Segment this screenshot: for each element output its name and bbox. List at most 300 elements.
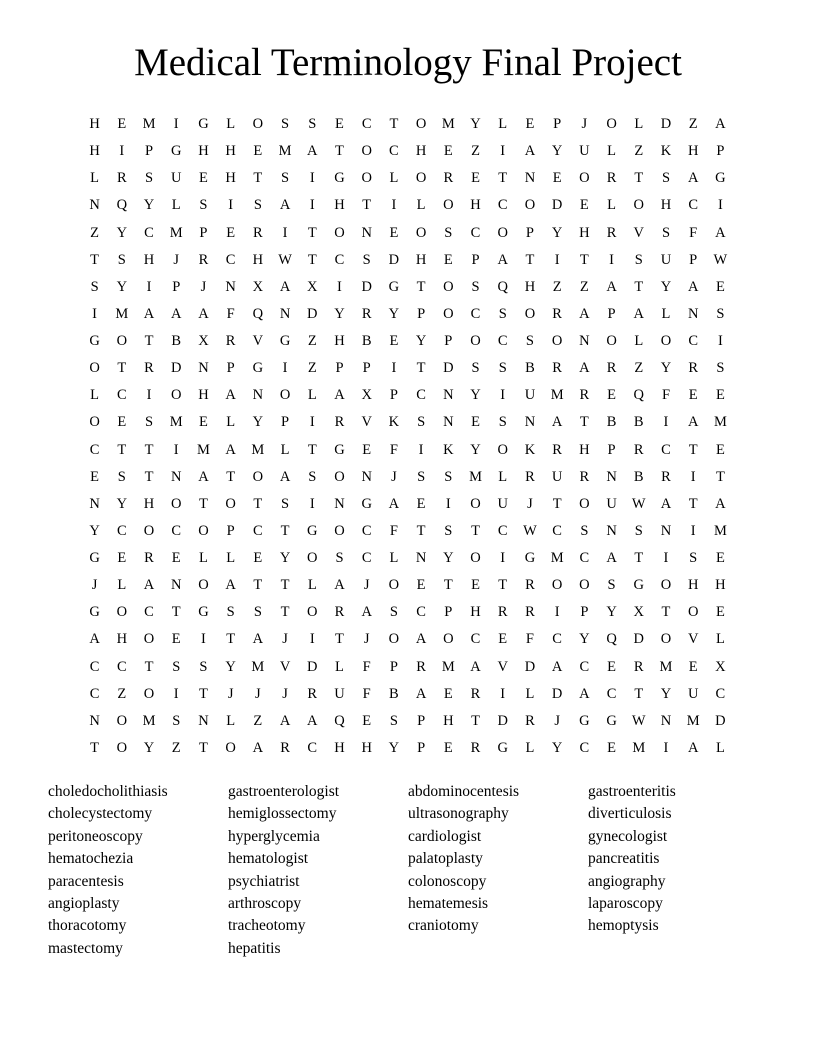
grid-cell: L — [389, 550, 399, 567]
grid-cell: Z — [552, 278, 562, 295]
word-list-item: paracentesis — [48, 872, 124, 890]
grid-cell: O — [579, 577, 590, 594]
grid-cell: T — [307, 251, 317, 268]
grid-cell: A — [170, 305, 182, 322]
grid-cell: E — [607, 658, 616, 675]
word-list-item: angioplasty — [48, 895, 120, 913]
grid-cell: I — [173, 685, 179, 702]
grid-cell: A — [579, 360, 590, 377]
grid-cell: N — [170, 468, 182, 485]
grid-cell: R — [443, 170, 454, 187]
grid-cell: T — [280, 604, 290, 621]
grid-cell: S — [172, 712, 181, 729]
grid-cell: A — [225, 441, 236, 458]
grid-cell: T — [416, 360, 426, 377]
grid-cell: I — [146, 387, 152, 404]
grid-cell: I — [663, 550, 669, 567]
grid-cell: A — [252, 631, 264, 648]
grid-cell: X — [361, 387, 372, 404]
grid-cell: S — [716, 305, 725, 322]
grid-cell: P — [607, 441, 616, 458]
grid-cell: E — [525, 116, 535, 133]
grid-cell: X — [307, 278, 318, 295]
grid-cell: D — [388, 251, 400, 268]
grid-cell: P — [362, 360, 371, 377]
word-list-column — [48, 781, 168, 960]
grid-cell: S — [444, 522, 453, 539]
grid-cell: S — [417, 468, 426, 485]
grid-cell: R — [579, 468, 590, 485]
grid-cell: U — [606, 495, 617, 512]
grid-cell: R — [361, 305, 372, 322]
grid-cell: O — [524, 197, 536, 214]
grid-cell: L — [90, 387, 100, 404]
grid-cell: Y — [443, 550, 454, 567]
grid-cell: R — [144, 360, 154, 377]
grid-cell: X — [633, 604, 644, 621]
grid-cell: T — [634, 170, 644, 187]
word-list-item: diverticulosis — [588, 805, 672, 823]
grid-cell: A — [715, 495, 726, 512]
grid-cell: Y — [606, 604, 617, 621]
grid-cell: L — [226, 116, 236, 133]
grid-cell: T — [90, 739, 100, 756]
grid-cell: X — [715, 658, 726, 675]
grid-cell: E — [607, 739, 616, 756]
grid-cell: F — [661, 387, 671, 404]
grid-cell: I — [500, 143, 506, 160]
grid-cell: Y — [279, 550, 291, 567]
grid-cell: E — [443, 739, 453, 756]
grid-cell: H — [89, 116, 100, 133]
grid-cell: R — [525, 604, 535, 621]
grid-cell: T — [634, 550, 644, 567]
grid-cell: N — [198, 712, 209, 729]
grid-cell: G — [170, 143, 182, 160]
grid-cell: P — [226, 522, 235, 539]
grid-cell: P — [471, 251, 480, 268]
grid-cell: N — [660, 712, 672, 729]
grid-cell: O — [307, 550, 318, 567]
grid-cell: G — [307, 522, 318, 539]
grid-cell: D — [307, 305, 318, 322]
grid-cell: Y — [116, 495, 128, 512]
grid-cell: X — [252, 278, 264, 295]
grid-cell: H — [334, 197, 345, 214]
grid-cell: U — [687, 685, 699, 702]
grid-cell: A — [551, 658, 563, 675]
grid-cell: S — [226, 604, 235, 621]
grid-cell: T — [579, 251, 589, 268]
grid-cell: T — [498, 170, 508, 187]
grid-cell: Y — [660, 685, 672, 702]
grid-cell: T — [389, 116, 399, 133]
grid-cell: E — [688, 387, 698, 404]
grid-cell: M — [115, 305, 129, 322]
grid-cell: O — [334, 468, 345, 485]
grid-cell: Y — [470, 441, 481, 458]
grid-cell: M — [659, 658, 673, 675]
grid-cell: O — [143, 685, 155, 702]
grid-cell: O — [361, 143, 372, 160]
grid-cell: G — [715, 170, 726, 187]
grid-cell: E — [362, 712, 372, 729]
grid-cell: C — [416, 604, 426, 621]
grid-cell: Z — [307, 360, 317, 377]
grid-cell: I — [500, 387, 506, 404]
grid-cell: L — [280, 441, 290, 458]
grid-cell: N — [89, 495, 100, 512]
grid-cell: J — [255, 685, 261, 702]
word-list-item: ultrasonography — [408, 805, 509, 823]
grid-cell: C — [606, 685, 617, 702]
grid-cell: C — [389, 143, 399, 160]
grid-cell: H — [660, 197, 672, 214]
grid-cell: F — [362, 685, 371, 702]
grid-cell: M — [469, 468, 482, 485]
grid-cell: V — [633, 224, 644, 241]
grid-cell: F — [525, 631, 534, 648]
grid-cell: Q — [606, 631, 617, 648]
grid-cell: G — [334, 441, 345, 458]
grid-cell: N — [443, 414, 454, 431]
grid-cell: O — [606, 116, 617, 133]
grid-cell: O — [170, 387, 182, 404]
grid-cell: E — [715, 387, 725, 404]
grid-cell: I — [690, 522, 696, 539]
grid-cell: I — [663, 739, 669, 756]
grid-cell: M — [196, 441, 210, 458]
grid-cell: M — [550, 387, 564, 404]
grid-cell: B — [633, 468, 644, 485]
word-list-item: gastroenteritis — [588, 783, 676, 800]
grid-cell: O — [170, 495, 182, 512]
grid-cell: S — [90, 278, 99, 295]
grid-cell: C — [116, 658, 127, 675]
grid-cell: O — [143, 631, 155, 648]
grid-cell: B — [389, 685, 399, 702]
grid-cell: P — [444, 604, 453, 621]
grid-cell: K — [443, 441, 454, 458]
grid-cell: L — [607, 197, 616, 214]
grid-cell: C — [497, 333, 508, 350]
grid-cell: O — [470, 333, 481, 350]
grid-cell: L — [171, 197, 181, 214]
grid-cell: W — [631, 495, 646, 512]
grid-cell: T — [416, 522, 426, 539]
word-list-item: hemiglossectomy — [228, 805, 337, 823]
grid-cell: E — [171, 631, 181, 648]
grid-cell: Y — [89, 522, 100, 539]
grid-cell: I — [309, 414, 315, 431]
grid-cell: C — [497, 197, 508, 214]
grid-cell: M — [441, 116, 455, 133]
grid-cell: C — [579, 739, 590, 756]
grid-cell: S — [498, 360, 507, 377]
grid-cell: Z — [634, 143, 644, 160]
grid-cell: T — [443, 577, 453, 594]
grid-cell: Y — [225, 658, 236, 675]
grid-cell: R — [688, 360, 699, 377]
word-list-column — [588, 781, 676, 938]
grid-cell: U — [551, 468, 563, 485]
page-title: Medical Terminology Final Project — [134, 41, 682, 84]
grid-cell: L — [498, 468, 508, 485]
grid-cell: O — [660, 577, 672, 594]
grid-cell: R — [116, 170, 127, 187]
grid-cell: N — [89, 197, 100, 214]
grid-cell: C — [579, 550, 590, 567]
grid-cell: E — [579, 197, 589, 214]
grid-cell: O — [633, 197, 644, 214]
grid-cell: M — [169, 224, 183, 241]
grid-cell: R — [470, 685, 481, 702]
grid-cell: I — [500, 550, 506, 567]
grid-cell: O — [89, 414, 100, 431]
grid-cell: I — [201, 631, 206, 648]
grid-cell: P — [281, 414, 290, 431]
grid-cell: I — [609, 251, 614, 268]
grid-cell: S — [417, 414, 426, 431]
grid-cell: T — [661, 604, 671, 621]
grid-cell: P — [689, 251, 698, 268]
grid-cell: L — [226, 550, 236, 567]
grid-cell: Q — [334, 712, 345, 729]
grid-cell: H — [415, 143, 427, 160]
word-list-item: hematemesis — [408, 895, 489, 913]
grid-cell: T — [715, 468, 725, 485]
grid-cell: D — [361, 278, 372, 295]
grid-cell: H — [198, 387, 209, 404]
grid-cell: P — [389, 387, 398, 404]
grid-cell: E — [199, 414, 208, 431]
grid-cell: S — [117, 251, 126, 268]
grid-cell: K — [660, 143, 672, 160]
grid-cell: Y — [143, 197, 155, 214]
grid-cell: L — [634, 116, 644, 133]
grid-cell: S — [444, 468, 453, 485]
grid-cell: W — [713, 251, 728, 268]
grid-cell: A — [143, 305, 155, 322]
grid-cell: O — [415, 224, 427, 241]
grid-cell: H — [715, 577, 726, 594]
grid-cell: Z — [117, 685, 127, 702]
grid-cell: O — [660, 631, 672, 648]
grid-cell: N — [89, 712, 100, 729]
grid-cell: O — [497, 441, 508, 458]
grid-cell: E — [335, 116, 344, 133]
grid-cell: X — [198, 333, 209, 350]
word-search-grid — [81, 111, 734, 762]
grid-cell: A — [334, 577, 345, 594]
grid-cell: E — [171, 550, 181, 567]
grid-cell: R — [606, 170, 617, 187]
grid-cell: I — [309, 495, 315, 512]
grid-cell: F — [362, 658, 371, 675]
grid-cell: Z — [253, 712, 263, 729]
grid-cell: C — [171, 522, 182, 539]
grid-cell: R — [225, 333, 236, 350]
grid-cell: N — [443, 387, 454, 404]
grid-cell: C — [579, 658, 590, 675]
grid-cell: O — [497, 224, 508, 241]
grid-cell: I — [554, 251, 560, 268]
grid-cell: D — [170, 360, 182, 377]
grid-cell: O — [252, 468, 264, 485]
grid-cell: A — [606, 278, 617, 295]
grid-cell: E — [443, 685, 453, 702]
grid-cell: A — [497, 251, 508, 268]
grid-cell: R — [552, 305, 562, 322]
word-list-item: arthroscopy — [228, 895, 302, 913]
grid-cell: Q — [497, 278, 508, 295]
grid-cell: H — [443, 712, 454, 729]
grid-cell: I — [500, 685, 506, 702]
grid-cell: A — [415, 631, 427, 648]
grid-cell: S — [144, 414, 154, 431]
grid-cell: E — [199, 170, 208, 187]
grid-cell: F — [689, 224, 698, 241]
grid-cell: Z — [634, 360, 644, 377]
grid-cell: I — [173, 116, 179, 133]
grid-cell: R — [552, 360, 562, 377]
grid-cell: O — [225, 495, 236, 512]
grid-cell: P — [417, 712, 426, 729]
grid-cell: O — [388, 631, 400, 648]
grid-cell: N — [606, 522, 617, 539]
grid-cell: G — [361, 495, 372, 512]
grid-cell: A — [307, 712, 318, 729]
word-list-item: cholecystectomy — [48, 805, 153, 823]
grid-cell: I — [663, 414, 669, 431]
grid-cell: A — [470, 658, 481, 675]
grid-cell: O — [225, 739, 236, 756]
grid-cell: D — [497, 712, 508, 729]
word-list-item: pancreatitis — [588, 850, 660, 868]
grid-cell: E — [389, 333, 399, 350]
grid-cell: H — [334, 333, 345, 350]
grid-cell: P — [172, 278, 181, 295]
grid-cell: M — [550, 550, 564, 567]
grid-cell: O — [470, 550, 481, 567]
grid-cell: G — [497, 739, 508, 756]
grid-cell: M — [632, 739, 646, 756]
grid-cell: P — [553, 116, 562, 133]
grid-cell: P — [199, 224, 208, 241]
grid-cell: A — [551, 414, 563, 431]
grid-cell: I — [337, 278, 342, 295]
grid-cell: I — [391, 197, 397, 214]
grid-cell: E — [117, 550, 127, 567]
grid-cell: Z — [579, 278, 589, 295]
grid-cell: Z — [171, 739, 181, 756]
grid-cell: P — [144, 143, 154, 160]
grid-cell: A — [198, 468, 209, 485]
grid-cell: E — [715, 278, 725, 295]
grid-cell: C — [307, 739, 318, 756]
grid-cell: I — [309, 197, 315, 214]
grid-cell: D — [551, 685, 563, 702]
grid-cell: L — [715, 631, 725, 648]
grid-cell: T — [335, 143, 344, 160]
grid-cell: P — [417, 305, 426, 322]
grid-cell: V — [361, 414, 372, 431]
grid-cell: T — [144, 468, 154, 485]
grid-cell: E — [389, 224, 399, 241]
grid-cell: N — [361, 224, 372, 241]
grid-cell: O — [551, 333, 563, 350]
grid-cell: F — [389, 522, 398, 539]
grid-cell: E — [498, 631, 508, 648]
grid-cell: E — [715, 604, 725, 621]
grid-cell: A — [606, 550, 617, 567]
grid-cell: T — [471, 712, 480, 729]
word-list-item: gastroenterologist — [228, 783, 340, 800]
grid-cell: E — [552, 170, 562, 187]
grid-cell: T — [253, 170, 263, 187]
grid-cell: J — [554, 712, 560, 729]
grid-cell: E — [471, 170, 480, 187]
grid-cell: C — [688, 197, 699, 214]
word-list-item: cardiologist — [408, 827, 482, 845]
grid-cell: R — [525, 468, 535, 485]
grid-cell: C — [116, 522, 127, 539]
grid-cell: G — [279, 333, 291, 350]
grid-cell: W — [523, 522, 537, 539]
grid-cell: W — [631, 712, 646, 729]
grid-cell: Y — [470, 116, 481, 133]
grid-cell: F — [226, 305, 235, 322]
grid-cell: T — [199, 739, 208, 756]
grid-cell: T — [171, 604, 181, 621]
word-list-item: tracheotomy — [228, 917, 306, 935]
grid-cell: E — [471, 414, 480, 431]
grid-cell: I — [146, 278, 152, 295]
grid-cell: S — [498, 305, 507, 322]
grid-cell: D — [715, 712, 726, 729]
grid-cell: Z — [471, 143, 480, 160]
grid-cell: C — [89, 441, 100, 458]
grid-cell: N — [279, 305, 291, 322]
grid-cell: I — [690, 468, 696, 485]
grid-cell: R — [280, 739, 290, 756]
grid-cell: T — [579, 414, 589, 431]
grid-cell: S — [199, 197, 208, 214]
grid-cell: R — [334, 604, 345, 621]
grid-cell: O — [143, 522, 155, 539]
grid-cell: M — [713, 522, 727, 539]
grid-cell: S — [389, 604, 398, 621]
grid-cell: A — [143, 577, 155, 594]
grid-cell: I — [391, 360, 397, 377]
grid-cell: H — [143, 495, 155, 512]
grid-cell: K — [524, 441, 536, 458]
grid-cell: C — [144, 604, 154, 621]
grid-cell: A — [279, 712, 291, 729]
grid-cell: I — [282, 224, 288, 241]
word-list-item: peritoneoscopy — [48, 827, 143, 845]
grid-cell: S — [525, 333, 534, 350]
grid-cell: S — [172, 658, 181, 675]
grid-cell: I — [309, 631, 315, 648]
grid-cell: B — [606, 414, 617, 431]
grid-cell: N — [687, 305, 699, 322]
grid-cell: L — [389, 170, 399, 187]
grid-cell: E — [443, 251, 453, 268]
grid-cell: T — [688, 441, 698, 458]
grid-cell: J — [363, 631, 370, 648]
grid-cell: R — [198, 251, 209, 268]
